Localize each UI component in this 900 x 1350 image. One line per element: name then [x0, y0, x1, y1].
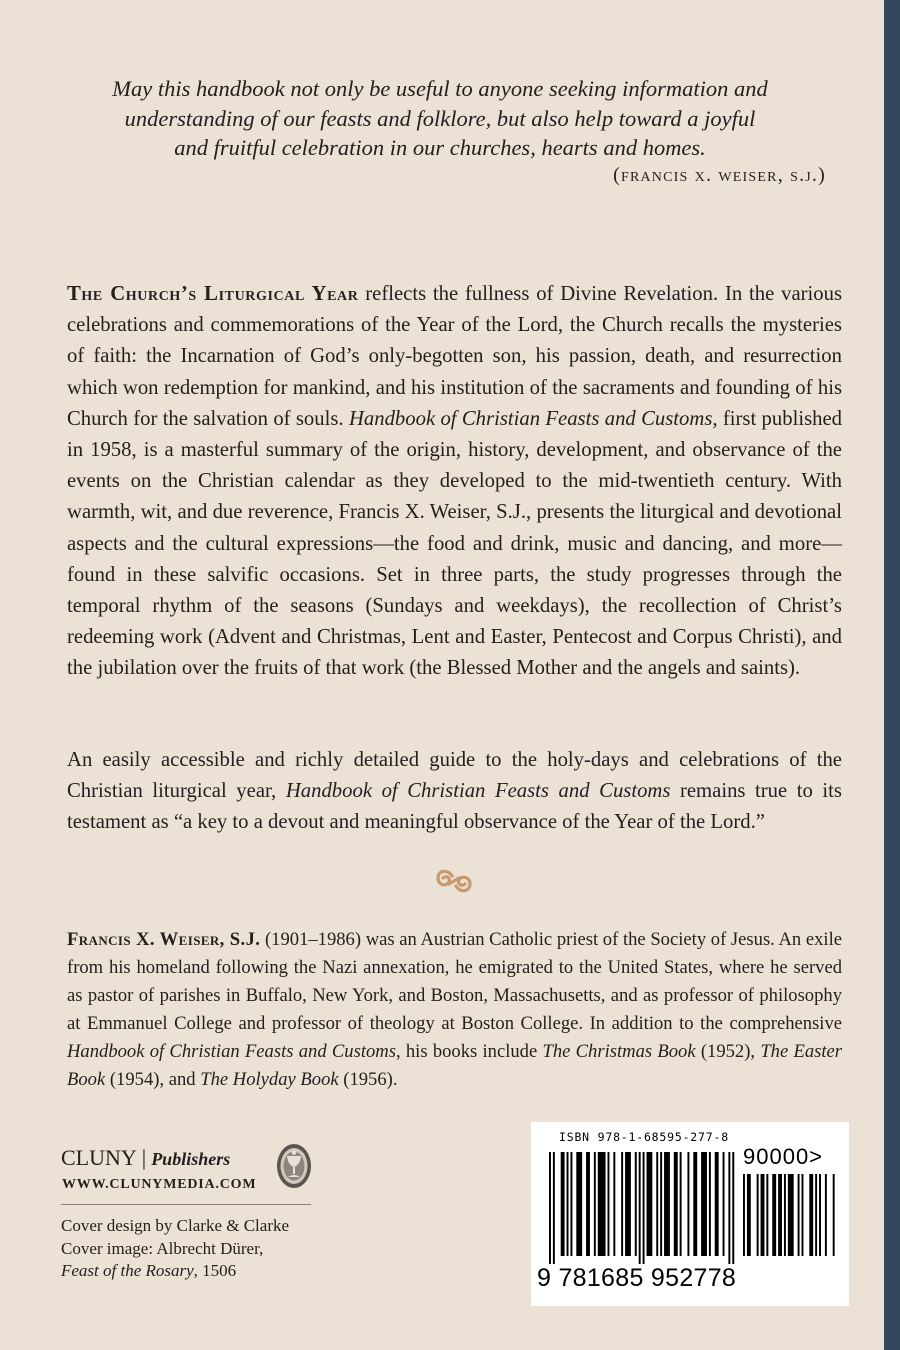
epigraph — [60, 74, 820, 163]
description-text: , first published in 1958, is a masterful summary of the origin, history, development, and observance of the events on the Christian calendar as they developed to the mid-twentieth century. With warmth, wit, and due reverence, Francis X. Weiser, S.J., presents the liturgical and devotional aspects and the cultural expressions—the food and drink, music and dancing, and more—found in these salvific occasions. Set in three parts, the study progresses through the temporal rhythm of the seasons (Sundays and weekdays), the recollection of Christ’s redeeming work (Advent and Christmas, Lent and Easter, Pentecost and Corpus Christi), and the jubilation over the fruits of that work (the Blessed Mother and the angels and saints). — [67, 407, 842, 680]
barcode-bar — [635, 1152, 637, 1256]
barcode-bar — [561, 1152, 565, 1256]
book-title: Handbook of Christian Feasts and Customs — [67, 1041, 396, 1063]
description-text: remains true to its testament as “a key to a devout and meaningful observance of the Year of the Lord.” — [67, 780, 842, 834]
barcode-bar — [647, 1152, 653, 1256]
book-title: Handbook of Christian Feasts and Customs — [348, 407, 713, 430]
book-title: Handbook of Christian Feasts and Customs — [285, 780, 671, 803]
book-title: The Easter Book — [67, 1041, 843, 1091]
publisher-name: CLUNY — [61, 1145, 137, 1170]
cover-design-credit: Cover design by Clarke & Clarke — [61, 1216, 290, 1235]
barcode-bar — [723, 1152, 725, 1256]
barcode-bar — [570, 1152, 572, 1256]
publisher-logo — [61, 1145, 230, 1172]
barcode-bar — [802, 1174, 804, 1256]
barcode-bar — [621, 1152, 623, 1256]
barcode-bar — [553, 1152, 555, 1264]
barcode-bar — [715, 1152, 719, 1256]
barcode-bar — [809, 1174, 813, 1256]
barcode-bar — [567, 1152, 569, 1256]
description-lead: The Church’s Liturgical Year — [67, 283, 359, 305]
epigraph-line: understanding of our feasts and folklore, but also help toward a joyful — [124, 105, 756, 131]
description-text: An easily accessible and richly detailed guide to the holy-days and celebrations of the Christian liturgical year, — [67, 749, 842, 803]
description-text: reflects the fullness of Divine Revelation. In the various celebrations and commemorations of the Year of the Lord, the Church recalls the mysteries of faith: the Incarnation of God’s only-begotten son, his passion, death, and resurrection which won redemption for mankind, and his institution of the sacraments and founding of his Church for the salvation of souls. — [67, 283, 842, 430]
epigraph-line: May this handbook not only be useful to anyone seeking information and — [112, 76, 768, 101]
bio-text: (1952), — [695, 1041, 761, 1063]
barcode-bar — [643, 1152, 645, 1264]
price-code: 90000> — [743, 1144, 824, 1169]
barcode-bar — [772, 1174, 776, 1256]
barcode-bar — [639, 1152, 641, 1264]
isbn-label: ISBN 978-1-68595-277-8 — [559, 1130, 729, 1144]
barcode-bar — [613, 1152, 615, 1256]
spine-edge-strip — [884, 0, 900, 1350]
barcode-bar — [732, 1152, 734, 1264]
fleuron-ornament-icon — [432, 866, 476, 896]
cover-credits — [61, 1215, 289, 1283]
barcode-bar — [549, 1152, 551, 1264]
barcode-bar — [766, 1174, 768, 1256]
book-title: The Christmas Book — [542, 1041, 696, 1063]
barcode-bar — [784, 1174, 786, 1256]
publisher-tag: Publishers — [151, 1149, 231, 1169]
barcode-bar — [833, 1174, 835, 1256]
barcode-bar — [825, 1174, 827, 1256]
addon-bars — [743, 1174, 835, 1256]
epigraph-line: and fruitful celebration in our churches, hearts and homes. — [174, 135, 706, 160]
bio-text: (1901–1986) was an Austrian Catholic priest of the Society of Jesus. An exile from his homeland following the Nazi annexation, he emigrated to the United States, where he served as pastor of parishes in Buffalo, New York, and Boston, Massachusetts, and as professor of philosophy at Emmanuel College and professor of theology at Boston College. In addition to the comprehensive — [67, 929, 842, 1035]
cover-image-title-line — [61, 1260, 289, 1283]
author-name: Francis X. Weiser, S.J. — [67, 929, 261, 950]
barcode-bar — [788, 1174, 794, 1256]
barcode-bar — [660, 1152, 662, 1256]
barcode-bar — [576, 1152, 582, 1256]
barcode-bar — [709, 1152, 711, 1256]
barcode-bar — [757, 1174, 759, 1256]
bio-text: (1956). — [338, 1069, 398, 1091]
artwork-year: , 1506 — [193, 1261, 237, 1280]
bio-text: (1954), and — [105, 1069, 201, 1091]
barcode-bar — [701, 1152, 707, 1256]
barcode-bar — [664, 1152, 670, 1256]
artwork-title: Feast of the Rosary — [61, 1261, 194, 1280]
barcode-bar — [608, 1152, 610, 1256]
barcode-bar — [656, 1152, 658, 1256]
ean-bars — [549, 1152, 734, 1264]
barcode-bar — [674, 1152, 678, 1256]
barcode-bar — [728, 1152, 730, 1264]
barcode-bar — [743, 1174, 745, 1256]
cover-image-credit: Cover image: Albrecht Dürer, — [61, 1238, 264, 1258]
barcode-bar — [798, 1174, 800, 1256]
barcode-bar — [693, 1152, 697, 1256]
barcode-bar — [815, 1174, 817, 1256]
publisher-divider: | — [141, 1145, 147, 1170]
chalice-seal-icon — [275, 1142, 313, 1190]
ean-digits: 9 781685 952778 — [537, 1264, 737, 1292]
barcode-bar — [747, 1174, 751, 1256]
barcode-bar — [778, 1174, 782, 1256]
bio-text: , his books include — [395, 1041, 543, 1063]
epigraph-attribution: (francis x. weiser, s.j.) — [613, 164, 826, 186]
barcode-bar — [761, 1174, 765, 1256]
book-title: The Holyday Book — [200, 1069, 339, 1091]
description-paragraph-2 — [67, 745, 842, 839]
barcode-bar — [687, 1152, 689, 1256]
isbn-barcode — [531, 1122, 849, 1306]
barcode-bar — [598, 1152, 606, 1256]
barcode-bar — [586, 1152, 590, 1256]
description-paragraph-1 — [67, 279, 842, 685]
barcode-bar — [594, 1152, 596, 1256]
barcode-bar — [625, 1152, 631, 1256]
barcode-bar — [680, 1152, 682, 1256]
author-bio — [67, 926, 842, 1095]
publisher-url: WWW.CLUNYMEDIA.COM — [62, 1177, 257, 1192]
divider-rule — [61, 1204, 311, 1205]
barcode-bar — [819, 1174, 821, 1256]
